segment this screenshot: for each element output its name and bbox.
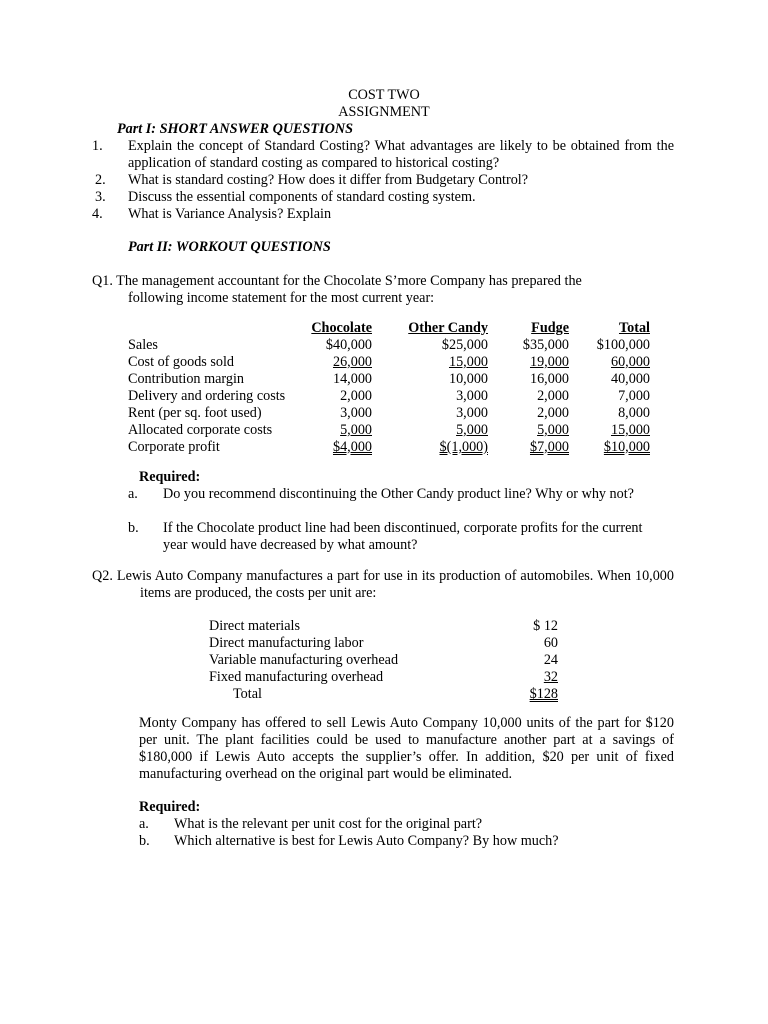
table-cell: $(1,000) (439, 439, 488, 455)
part1-item-1-text: Explain the concept of Standard Costing? What advantages are likely to be obtained from the application of standard costing as compared to historical costing? (128, 138, 674, 171)
q2-required-b-letter: b. (139, 833, 150, 849)
table-header-chocolate: Chocolate (311, 320, 372, 336)
cost-value: $ 12 (533, 618, 558, 634)
q1-required-label: Required: (139, 469, 201, 485)
cost-value: 24 (543, 652, 558, 668)
table-cell: $4,000 (332, 439, 372, 455)
table-cell: $35,000 (522, 337, 569, 353)
table-cell: 7,000 (618, 388, 650, 404)
table-cell: 26,000 (332, 354, 372, 370)
table-cell: 3,000 (456, 388, 488, 404)
q1-intro-line-2: following income statement for the most current year: (128, 290, 435, 306)
q2-intro-text: Q2. Lewis Auto Company manufactures a part for use in its production of automobiles. When 10,000 items are produced, the costs per unit are: (92, 568, 674, 601)
q2-intro (92, 568, 674, 602)
cost-label: Direct manufacturing labor (209, 635, 364, 651)
table-cell: 8,000 (618, 405, 650, 421)
table-cell: 16,000 (529, 371, 569, 387)
table-cell: 2,000 (537, 388, 569, 404)
q1-required-b-text: If the Chocolate product line had been discontinued, corporate profits for the current year would have decreased by what amount? (163, 520, 643, 553)
table-row-label: Cost of goods sold (128, 354, 235, 370)
cost-label: Fixed manufacturing overhead (209, 669, 384, 685)
part1-item-3-num: 3. (95, 189, 106, 205)
part1-item-2-text: What is standard costing? How does it differ from Budgetary Control? (128, 172, 529, 188)
table-header-other-candy: Other Candy (408, 320, 488, 336)
table-cell: 3,000 (456, 405, 488, 421)
part1-item-4-text: What is Variance Analysis? Explain (128, 206, 332, 222)
cost-value: 60 (543, 635, 558, 651)
table-row-label: Sales (128, 337, 158, 353)
table-cell: 5,000 (537, 422, 569, 438)
title-line-2: ASSIGNMENT (338, 104, 430, 120)
table-cell: 40,000 (610, 371, 650, 387)
table-cell: 60,000 (610, 354, 650, 370)
table-cell: 15,000 (610, 422, 650, 438)
q2-required-a-letter: a. (139, 816, 149, 832)
part1-item-1-num: 1. (92, 138, 103, 154)
q2-paragraph: Monty Company has offered to sell Lewis Auto Company 10,000 units of the part for $120 per unit. The plant facilities could be used to manufacture another part at a savings of $180,000 if Lewis Auto accepts the supplier’s offer. In addition, $20 per unit of fixed manufacturing overhead on the original part would be eliminated. (139, 715, 674, 782)
title-line-1: COST TWO (348, 87, 420, 103)
cost-label: Variable manufacturing overhead (209, 652, 399, 668)
table-cell: $100,000 (596, 337, 650, 353)
q2-required-label: Required: (139, 799, 201, 815)
part1-heading: Part I: SHORT ANSWER QUESTIONS (117, 121, 353, 137)
q2-required-a-text: What is the relevant per unit cost for the original part? (174, 816, 483, 832)
table-row-label: Corporate profit (128, 439, 220, 455)
q1-required-a-letter: a. (128, 486, 138, 502)
table-cell: 3,000 (340, 405, 372, 421)
q1-required-a-text: Do you recommend discontinuing the Other Candy product line? Why or why not? (163, 486, 634, 502)
table-cell: $7,000 (529, 439, 569, 455)
part2-heading: Part II: WORKOUT QUESTIONS (128, 239, 331, 255)
q1-intro-line-1: Q1. The management accountant for the Chocolate S’more Company has prepared the (92, 273, 582, 289)
q2-required-b-text: Which alternative is best for Lewis Auto Company? By how much? (174, 833, 559, 849)
table-cell: 10,000 (448, 371, 488, 387)
table-row-label: Delivery and ordering costs (128, 388, 286, 404)
table-cell: 14,000 (332, 371, 372, 387)
table-row-label: Rent (per sq. foot used) (128, 405, 262, 421)
table-cell: 5,000 (456, 422, 488, 438)
part1-item-2-num: 2. (95, 172, 106, 188)
table-cell: 2,000 (340, 388, 372, 404)
table-header-total: Total (618, 320, 650, 336)
table-cell: 5,000 (340, 422, 372, 438)
cost-label: Direct materials (209, 618, 300, 634)
table-cell: $40,000 (325, 337, 372, 353)
table-cell: $10,000 (603, 439, 650, 455)
table-cell: 15,000 (448, 354, 488, 370)
cost-value: 32 (543, 669, 558, 685)
table-header-fudge: Fudge (531, 320, 569, 336)
table-cell: $25,000 (441, 337, 488, 353)
part1-item-4-num: 4. (92, 206, 103, 222)
table-row-label: Allocated corporate costs (128, 422, 273, 438)
q1-required-b-letter: b. (128, 520, 139, 536)
part1-item-3-text: Discuss the essential components of standard costing system. (128, 189, 476, 205)
table-row-label: Contribution margin (128, 371, 244, 387)
cost-total-value: $128 (529, 686, 558, 702)
table-cell: 2,000 (537, 405, 569, 421)
table-cell: 19,000 (529, 354, 569, 370)
cost-total-label: Total (233, 686, 262, 702)
